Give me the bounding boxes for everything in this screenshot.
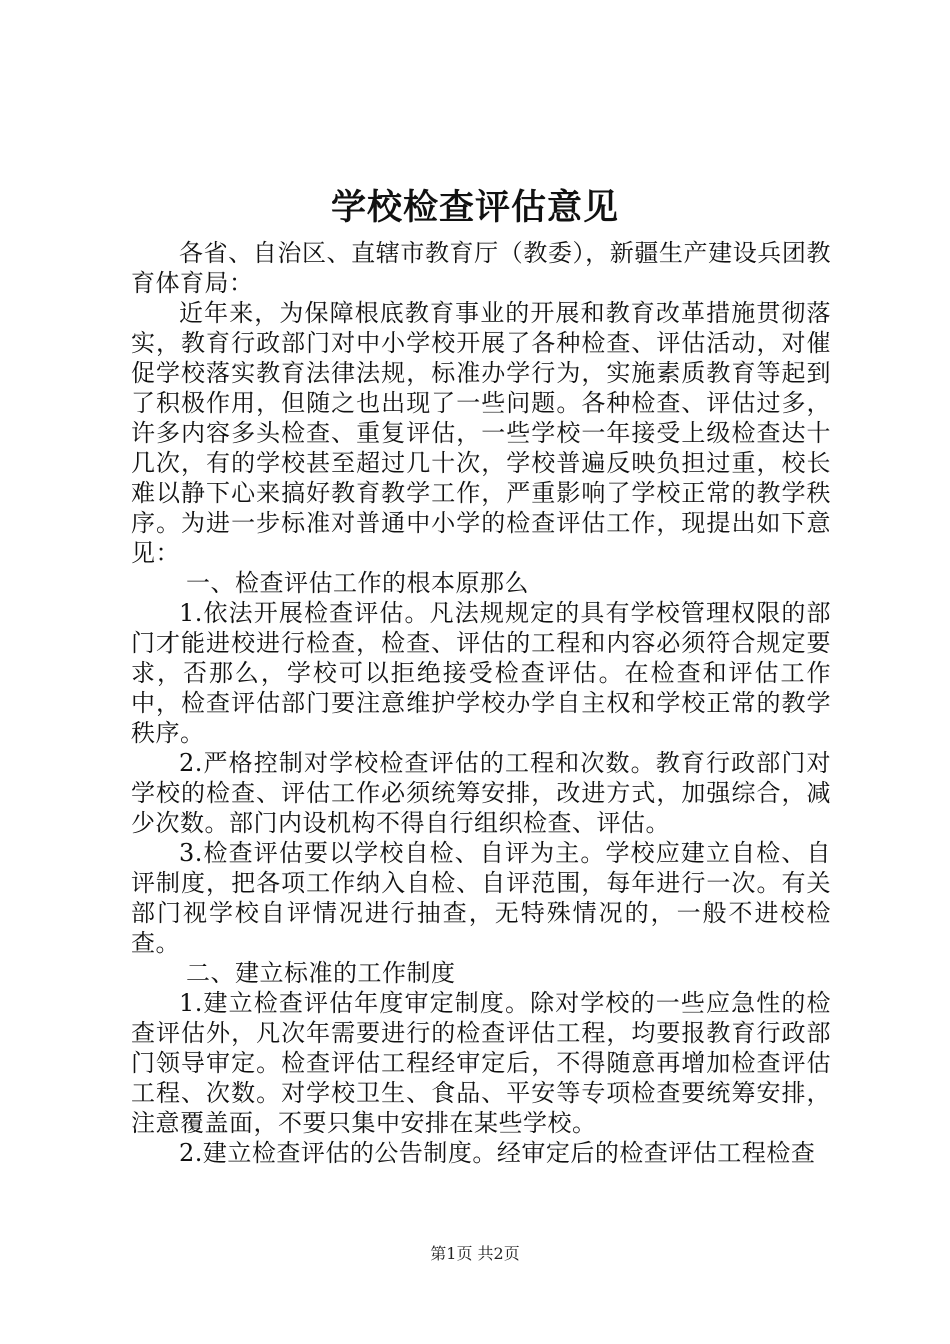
paragraph-2-2: 2.建立检查评估的公告制度。经审定后的检查评估工程检查 xyxy=(179,1139,816,1167)
document-body xyxy=(131,238,831,1168)
paragraph-1-1: 1.依法开展检查评估。凡法规规定的具有学校管理权限的部门才能进校进行检查，检查、评估的工程和内容必须符合规定要求，否那么，学校可以拒绝接受检查评估。在检查和评估工作中，检查评估部门要注意维护学校办学自主权和学校正常的教学秩序。 xyxy=(131,599,831,747)
page-footer: 第1页 共2页 xyxy=(430,1244,520,1263)
paragraph-intro: 近年来，为保障根底教育事业的开展和教育改革措施贯彻落实，教育行政部门对中小学校开展了各种检查、评估活动，对催促学校落实教育法律法规，标准办学行为，实施素质教育等起到了积极作用，但随之也出现了一些问题。各种检查、评估过多，许多内容多头检查、重复评估，一些学校一年接受上级检查达十几次，有的学校甚至超过几十次，学校普遍反映负担过重，校长难以静下心来搞好教育教学工作，严重影响了学校正常的教学秩序。为进一步标准对普通中小学的检查评估工作，现提出如下意见： xyxy=(131,299,831,567)
document-title: 学校检查评估意见 xyxy=(330,187,619,228)
section-heading-1: 一、检查评估工作的根本原那么 xyxy=(186,569,529,597)
paragraph-1-2: 2.严格控制对学校检查评估的工程和次数。教育行政部门对学校的检查、评估工作必须统筹安排，改进方式，加强综合，减少次数。部门内设机构不得自行组织检查、评估。 xyxy=(131,749,831,837)
section-heading-2: 二、建立标准的工作制度 xyxy=(186,959,456,987)
paragraph-2-1: 1.建立检查评估年度审定制度。除对学校的一些应急性的检查评估外，凡次年需要进行的检查评估工程，均要报教育行政部门领导审定。检查评估工程经审定后，不得随意再增加检查评估工程、次数。对学校卫生、食品、平安等专项检查要统筹安排，注意覆盖面，不要只集中安排在某些学校。 xyxy=(131,989,831,1137)
paragraph-1-3: 3.检查评估要以学校自检、自评为主。学校应建立自检、自评制度，把各项工作纳入自检、自评范围，每年进行一次。有关部门视学校自评情况进行抽查，无特殊情况的，一般不进校检查。 xyxy=(131,839,831,957)
paragraph-salutation: 各省、自治区、直辖市教育厅（教委），新疆生产建设兵团教育体育局： xyxy=(131,239,831,297)
